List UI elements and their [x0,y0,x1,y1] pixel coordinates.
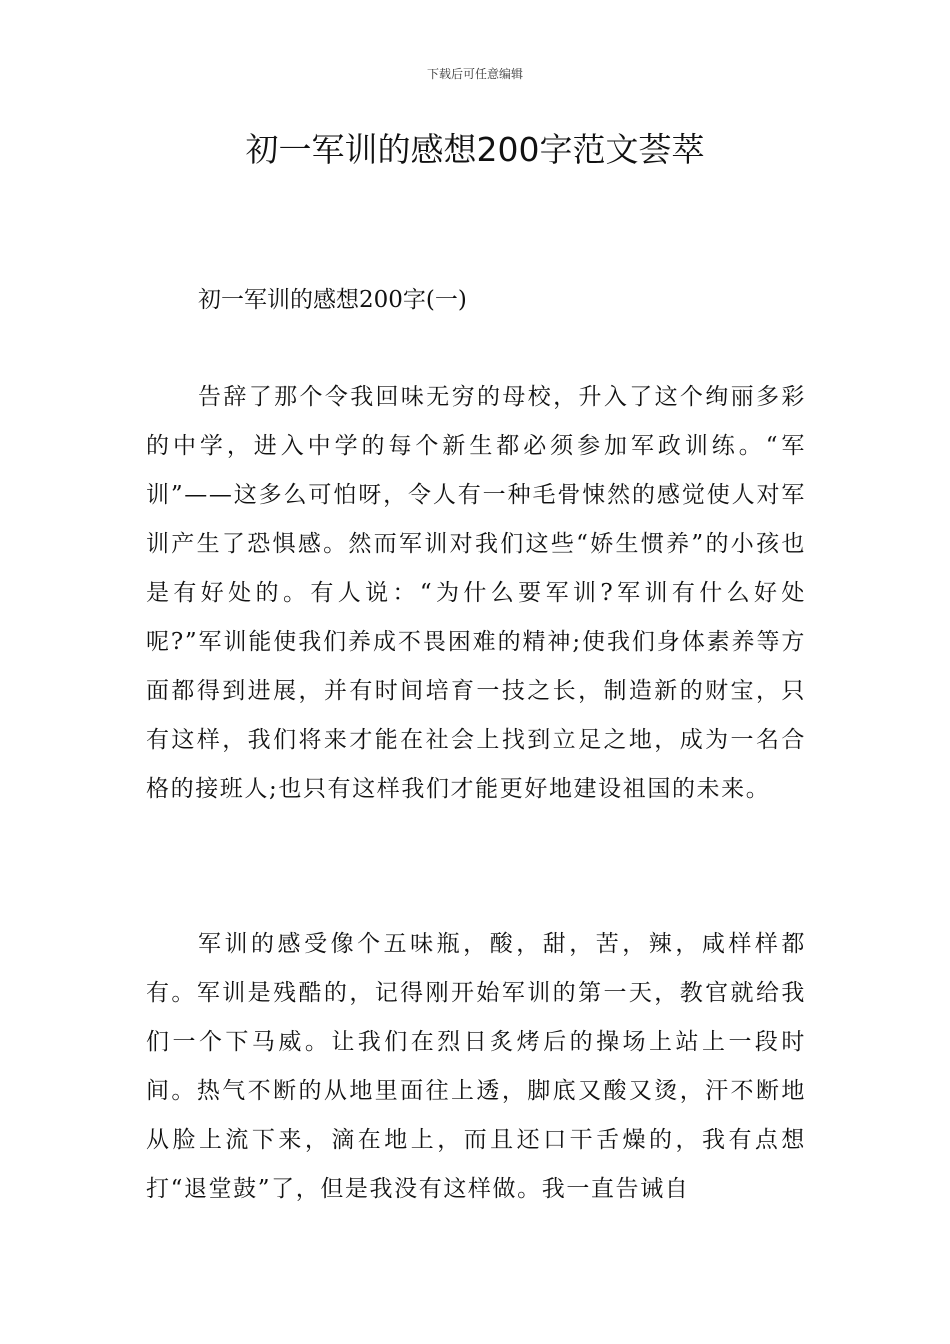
section-heading: 初一军训的感想200字(一) [198,287,467,313]
paragraph-2: 军训的感受像个五味瓶，酸，甜，苦，辣，咸样样都有。军训是残酷的，记得刚开始军训的第一天，教官就给我们一个下马威。让我们在烈日炙烤后的操场上站上一段时间。热气不断的从地里面往上透，脚底又酸又烫，汗不断地从脸上流下来，滴在地上，而且还口干舌燥的，我有点想打“退堂鼓”了，但是我没有这样做。我一直告诫自 [146,931,806,1202]
paragraph-1: 告辞了那个令我回味无穷的母校，升入了这个绚丽多彩的中学，进入中学的每个新生都必须参加军政训练。“军训”——这多么可怕呀，令人有一种毛骨悚然的感觉使人对军训产生了恐惧感。然而军训对我们这些“娇生惯养”的小孩也是有好处的。有人说：“为什么要军训?军训有什么好处呢?”军训能使我们养成不畏困难的精神;使我们身体素养等方面都得到进展，并有时间培育一技之长，制造新的财宝，只有这样，我们将来才能在社会上找到立足之地，成为一名合格的接班人;也只有这样我们才能更好地建设祖国的未来。 [146,384,806,802]
header-note: 下载后可任意编辑 [426,67,523,81]
document-title: 初一军训的感想200字范文荟萃 [245,130,705,169]
